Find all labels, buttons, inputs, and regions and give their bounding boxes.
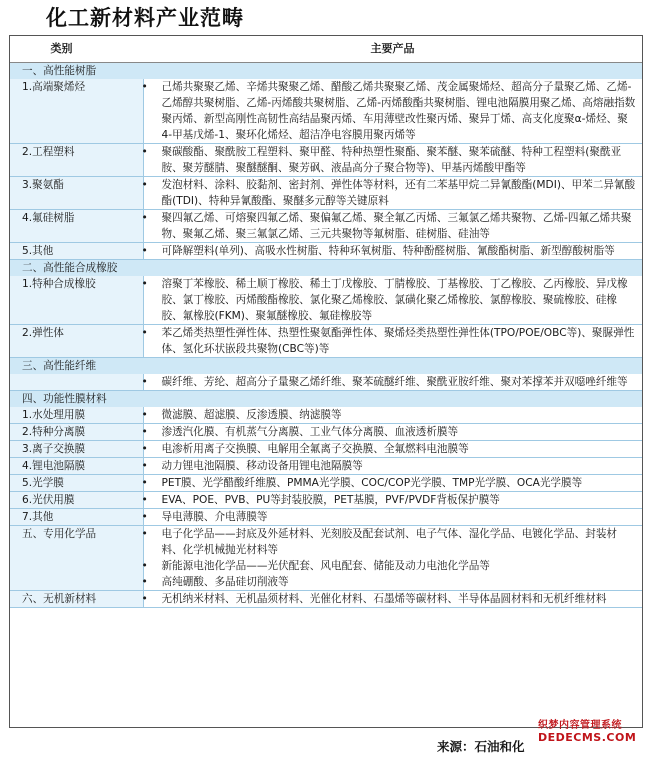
table-row <box>10 144 642 177</box>
product-entry <box>141 177 639 209</box>
product-text: 新能源电池化学品——光伏配套、风电配套、储能及动力电池化学品等 <box>161 560 490 572</box>
product-text: 聚碳酸酯、聚酰胺工程塑料、聚甲醛、特种热塑性聚酯、聚苯醚、聚苯硫醚、特种工程塑料(聚酰亚胺、聚芳醚腈、聚醚醚酮、聚芳砜、液晶高分子聚合物等)、甲基丙烯酸甲酯等 <box>161 146 622 174</box>
product-text: 渗透汽化膜、有机蒸气分离膜、工业气体分离膜、血液透析膜等 <box>161 426 459 438</box>
table-row <box>10 177 642 210</box>
table-row <box>10 591 642 608</box>
section-heading: 四、功能性膜材料 <box>10 391 642 408</box>
table-row <box>10 458 642 475</box>
category-cell: 六、无机新材料 <box>10 591 143 608</box>
bullet-icon: • <box>141 593 148 605</box>
bullet-icon: • <box>141 528 148 540</box>
product-entry <box>141 210 639 242</box>
products-cell <box>143 276 642 325</box>
bullet-icon: • <box>141 443 148 455</box>
product-entry <box>141 475 639 491</box>
products-cell <box>143 492 642 509</box>
table-row <box>10 243 642 260</box>
category-cell: 五、专用化学品 <box>10 526 143 591</box>
category-cell <box>10 374 143 391</box>
watermark <box>538 720 646 752</box>
table-row <box>10 374 642 391</box>
product-text: 碳纤维、芳纶、超高分子量聚乙烯纤维、聚苯硫醚纤维、聚酰亚胺纤维、聚对苯撑苯并双噁唑纤维等 <box>161 376 628 388</box>
category-cell: 2.弹性体 <box>10 325 143 358</box>
section-heading-row <box>10 63 642 80</box>
bullet-icon: • <box>141 146 148 158</box>
products-cell <box>143 407 642 424</box>
products-cell <box>143 475 642 492</box>
product-entry <box>141 526 639 558</box>
product-text: 电渗析用离子交换膜、电解用全氟离子交换膜、全氟燃料电池膜等 <box>161 443 469 455</box>
bullet-icon: • <box>141 511 148 523</box>
product-text: 动力锂电池隔膜、移动设备用锂电池隔膜等 <box>161 460 363 472</box>
product-entry <box>141 441 639 457</box>
product-entry <box>141 458 639 474</box>
product-text: PET膜、光学醋酸纤维膜、PMMA光学膜、COC/COP光学膜、TMP光学膜、OCA光学膜等 <box>161 477 583 489</box>
bullet-icon: • <box>141 426 148 438</box>
watermark-line1: 织梦内容管理系统 <box>538 720 622 731</box>
product-text: 无机纳米材料、无机晶须材料、光催化材料、石墨烯等碳材料、半导体晶圆材料和无机纤维材料 <box>161 593 607 605</box>
product-entry <box>141 276 639 324</box>
page-title: 化工新材料产业范畴 <box>46 6 244 30</box>
bullet-icon: • <box>141 179 148 191</box>
bullet-icon: • <box>141 327 148 339</box>
products-cell <box>143 441 642 458</box>
category-cell: 6.光伏用膜 <box>10 492 143 509</box>
category-cell: 5.其他 <box>10 243 143 260</box>
source-note: 来源：石油和化 <box>437 739 525 754</box>
table-row <box>10 492 642 509</box>
product-entry <box>141 424 639 440</box>
table-body <box>10 63 642 608</box>
section-heading: 一、高性能树脂 <box>10 63 642 80</box>
header-products: 主要产品 <box>143 36 642 63</box>
product-entry <box>141 144 639 176</box>
product-entry <box>141 374 639 390</box>
product-entry <box>141 407 639 423</box>
bullet-icon: • <box>141 278 148 290</box>
product-entry <box>141 591 639 607</box>
section-heading-row <box>10 260 642 277</box>
table-row <box>10 475 642 492</box>
table-row <box>10 79 642 144</box>
category-cell: 1.水处理用膜 <box>10 407 143 424</box>
category-cell: 7.其他 <box>10 509 143 526</box>
table-row <box>10 325 642 358</box>
bullet-icon: • <box>141 477 148 489</box>
table-row <box>10 509 642 526</box>
products-cell <box>143 243 642 260</box>
bullet-icon: • <box>141 81 148 93</box>
product-text: 溶聚丁苯橡胶、稀土顺丁橡胶、稀土丁戊橡胶、丁腈橡胶、丁基橡胶、丁乙橡胶、乙丙橡胶、异戊橡胶、氯丁橡胶、丙烯酸酯橡胶、氯化聚乙烯橡胶、氯磺化聚乙烯橡胶、氯醇橡胶、聚硫橡胶、硅橡胶、氟橡胶(FKM)、聚氟醚橡胶、氟硅橡胶等 <box>161 278 628 322</box>
product-table-frame <box>9 35 643 728</box>
products-cell <box>143 458 642 475</box>
category-cell: 3.聚氨酯 <box>10 177 143 210</box>
product-text: EVA、POE、PVB、PU等封装胶膜，PET基膜，PVF/PVDF背板保护膜等 <box>161 494 500 506</box>
category-cell: 3.离子交换膜 <box>10 441 143 458</box>
header-category: 类别 <box>10 36 143 63</box>
product-text: 发泡材料、涂料、胶黏剂、密封剂、弹性体等材料，还有二苯基甲烷二异氰酸酯(MDI)、甲苯二异氰酸酯(TDI)、特种异氰酸酯、聚醚多元醇等关键原料 <box>161 179 636 207</box>
products-cell <box>143 424 642 441</box>
table-row <box>10 441 642 458</box>
table-row <box>10 424 642 441</box>
product-entry <box>141 574 639 590</box>
section-heading: 二、高性能合成橡胶 <box>10 260 642 277</box>
table-row <box>10 276 642 325</box>
bullet-icon: • <box>141 409 148 421</box>
table-row <box>10 407 642 424</box>
product-entry <box>141 558 639 574</box>
product-table <box>10 36 642 608</box>
product-text: 微滤膜、超滤膜、反渗透膜、纳滤膜等 <box>161 409 342 421</box>
product-text: 导电薄膜、介电薄膜等 <box>161 511 268 523</box>
bullet-icon: • <box>141 245 148 257</box>
category-cell: 2.特种分离膜 <box>10 424 143 441</box>
bullet-icon: • <box>141 376 148 388</box>
product-text: 可降解塑料(单列)、高吸水性树脂、特种环氧树脂、特种酚醛树脂、氰酸酯树脂、新型醇酸树脂等 <box>161 245 615 257</box>
bullet-icon: • <box>141 212 148 224</box>
product-text: 己烯共聚聚乙烯、辛烯共聚聚乙烯、醋酸乙烯共聚聚乙烯、茂金属聚烯烃、超高分子量聚乙烯、乙烯-乙烯醇共聚树脂、乙烯-丙烯酸共聚树脂、乙烯-丙烯酸酯共聚树脂、锂电池隔膜用聚乙烯、高熔融指数聚丙烯、新型高刚性高韧性高结晶聚丙烯、车用薄壁改性聚丙烯、聚异丁烯、高支化度聚α-烯烃、聚4-甲基戊烯-1、聚环化烯烃、超洁净电容膜用聚丙烯等 <box>161 81 636 141</box>
category-cell: 4.氟硅树脂 <box>10 210 143 243</box>
bullet-icon: • <box>141 560 148 572</box>
products-cell <box>143 210 642 243</box>
product-text: 电子化学品——封底及外延材料、光刻胶及配套试剂、电子气体、湿化学品、电镀化学品、封装材料、化学机械抛光材料等 <box>161 528 618 556</box>
table-header-row <box>10 36 642 63</box>
product-entry <box>141 325 639 357</box>
table-row <box>10 526 642 591</box>
product-entry <box>141 492 639 508</box>
watermark-line2: DEDECMS.COM <box>538 731 637 744</box>
category-cell: 5.光学膜 <box>10 475 143 492</box>
product-entry <box>141 79 639 143</box>
products-cell <box>143 509 642 526</box>
section-heading-row <box>10 391 642 408</box>
products-cell <box>143 374 642 391</box>
bullet-icon: • <box>141 494 148 506</box>
category-cell: 4.锂电池隔膜 <box>10 458 143 475</box>
product-entry <box>141 243 639 259</box>
product-text: 苯乙烯类热塑性弹性体、热塑性聚氨酯弹性体、聚烯烃类热塑性弹性体(TPO/POE/OBC等)、聚脲弹性体、氢化环状嵌段共聚物(CBC等)等 <box>161 327 635 355</box>
products-cell <box>143 591 642 608</box>
category-cell: 2.工程塑料 <box>10 144 143 177</box>
category-cell: 1.高端聚烯烃 <box>10 79 143 144</box>
products-cell <box>143 526 642 591</box>
product-entry <box>141 509 639 525</box>
products-cell <box>143 144 642 177</box>
bullet-icon: • <box>141 460 148 472</box>
section-heading-row <box>10 358 642 375</box>
products-cell <box>143 177 642 210</box>
category-cell: 1.特种合成橡胶 <box>10 276 143 325</box>
product-text: 聚四氟乙烯、可熔聚四氟乙烯、聚偏氟乙烯、聚全氟乙丙烯、三氟氯乙烯共聚物、乙烯-四氟乙烯共聚物、聚氟乙烯、聚三氟氯乙烯、三元共聚物等氟树脂、硅树脂、硅油等 <box>161 212 632 240</box>
products-cell <box>143 79 642 144</box>
products-cell <box>143 325 642 358</box>
product-text: 高纯硼酸、多晶硅切削液等 <box>161 576 289 588</box>
section-heading: 三、高性能纤维 <box>10 358 642 375</box>
bullet-icon: • <box>141 576 148 588</box>
table-row <box>10 210 642 243</box>
